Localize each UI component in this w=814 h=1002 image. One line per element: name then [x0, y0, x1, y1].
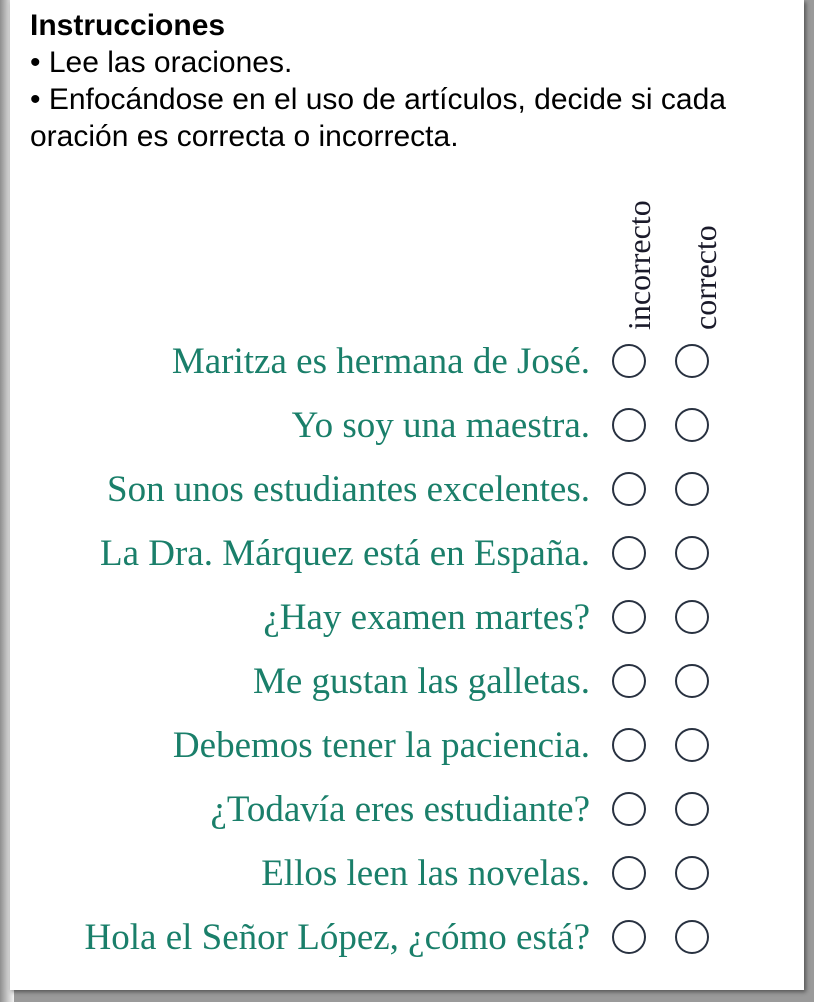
radio-incorrecto[interactable]	[612, 856, 646, 890]
worksheet	[10, 0, 804, 990]
sentence-text: Debemos tener la paciencia.	[172, 725, 590, 766]
radio-correcto[interactable]	[675, 792, 709, 826]
radio-incorrecto[interactable]	[612, 344, 646, 378]
radio-incorrecto[interactable]	[612, 792, 646, 826]
sentence-text: Son unos estudiantes excelentes.	[107, 469, 590, 510]
instruction-bullet-1: • Lee las oraciones.	[30, 46, 293, 79]
sentence-row	[10, 598, 804, 638]
radio-incorrecto[interactable]	[612, 920, 646, 954]
sentence-row	[10, 726, 804, 766]
sentence-text: Ellos leen las novelas.	[261, 853, 590, 894]
sentence-row	[10, 342, 804, 382]
radio-correcto[interactable]	[675, 600, 709, 634]
radio-correcto[interactable]	[675, 728, 709, 762]
radio-incorrecto[interactable]	[612, 664, 646, 698]
radio-correcto[interactable]	[675, 664, 709, 698]
sentence-text: La Dra. Márquez está en España.	[99, 533, 590, 574]
sentence-text: Hola el Señor López, ¿cómo está?	[84, 917, 590, 958]
column-header-correcto: correcto	[687, 225, 723, 330]
sentence-row	[10, 534, 804, 574]
sentence-row	[10, 406, 804, 446]
radio-incorrecto[interactable]	[612, 536, 646, 570]
sentence-row	[10, 918, 804, 958]
radio-incorrecto[interactable]	[612, 600, 646, 634]
sentence-row	[10, 470, 804, 510]
instructions-block	[30, 8, 770, 155]
sentence-row	[10, 854, 804, 894]
instructions-title: Instrucciones	[30, 9, 226, 42]
radio-correcto[interactable]	[675, 856, 709, 890]
radio-correcto[interactable]	[675, 408, 709, 442]
sentence-text: ¿Todavía eres estudiante?	[210, 789, 590, 830]
sentence-text: Maritza es hermana de José.	[171, 341, 590, 382]
instruction-bullet-2: • Enfocándose en el uso de artículos, decide si cada oración es correcta o incorrecta.	[30, 83, 726, 153]
radio-correcto[interactable]	[675, 920, 709, 954]
radio-correcto[interactable]	[675, 536, 709, 570]
column-header-incorrecto: incorrecto	[621, 200, 657, 330]
sentence-text: Me gustan las galletas.	[252, 661, 590, 702]
radio-correcto[interactable]	[675, 472, 709, 506]
sentence-text: Yo soy una maestra.	[291, 405, 590, 446]
radio-correcto[interactable]	[675, 344, 709, 378]
sentence-row	[10, 790, 804, 830]
radio-incorrecto[interactable]	[612, 408, 646, 442]
radio-incorrecto[interactable]	[612, 728, 646, 762]
radio-incorrecto[interactable]	[612, 472, 646, 506]
sentence-row	[10, 662, 804, 702]
sentence-text: ¿Hay examen martes?	[263, 597, 590, 638]
